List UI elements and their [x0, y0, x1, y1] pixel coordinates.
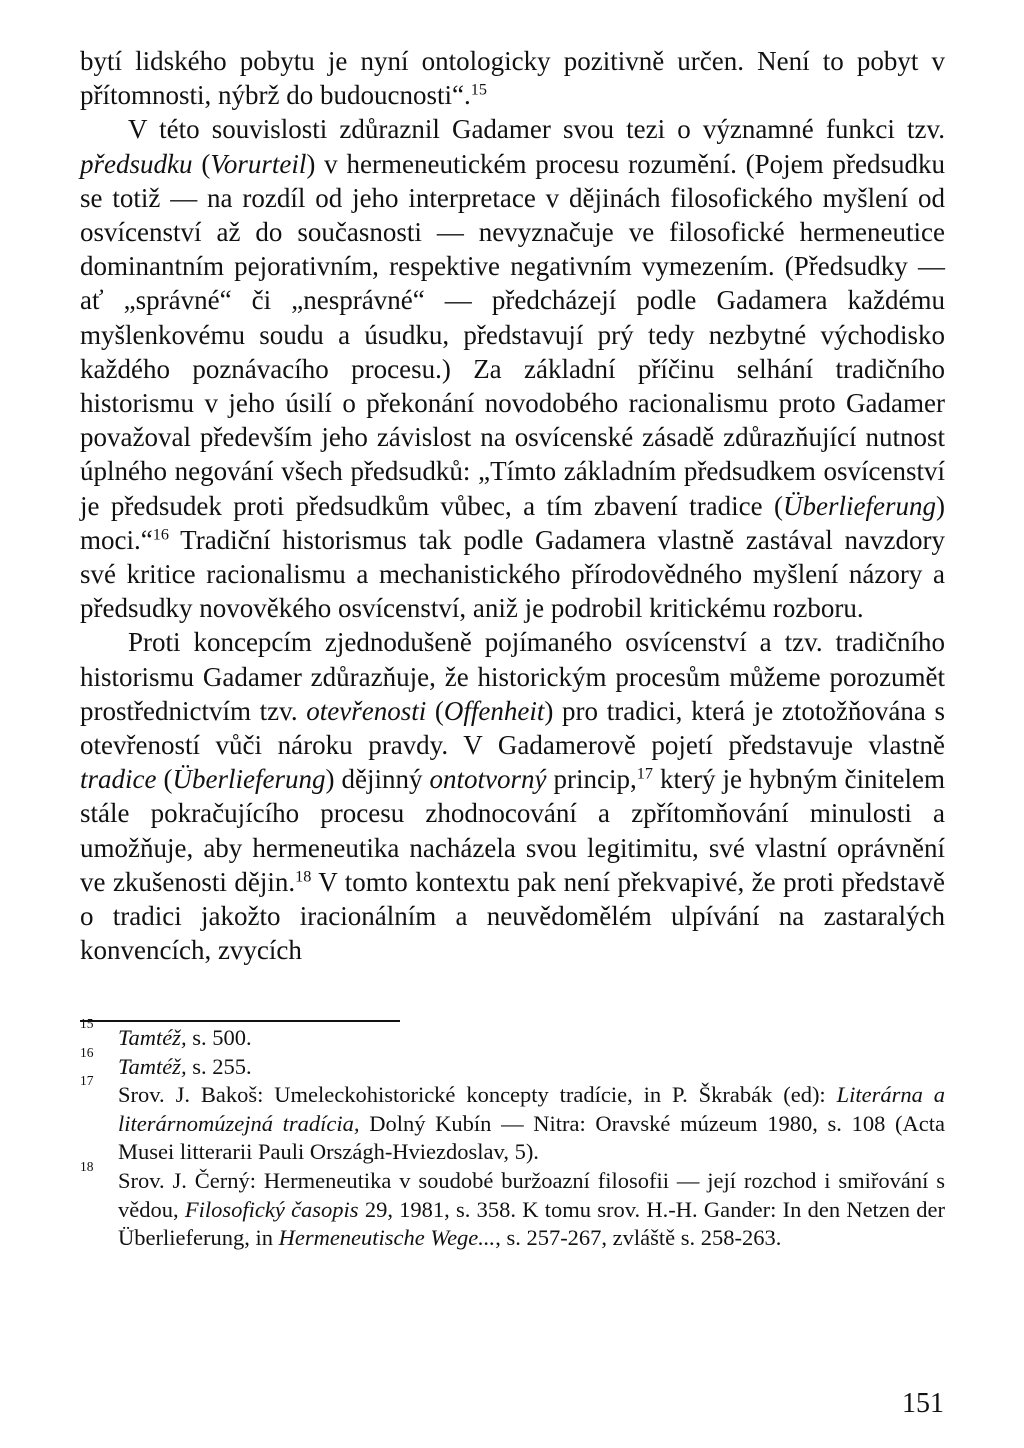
term-italic: tradice: [80, 764, 157, 795]
main-text: [80, 44, 945, 967]
term-italic: Überlieferung: [172, 764, 326, 795]
paragraph-1: [80, 44, 945, 112]
footnote-number: 16: [80, 1044, 94, 1060]
text-run: ) moci.“: [80, 490, 945, 555]
paragraph-2: [80, 112, 945, 625]
term-italic: otevřenosti: [306, 695, 427, 726]
term-italic: Hermeneutische Wege...: [278, 1225, 496, 1251]
footnote-number: 15: [80, 1016, 94, 1031]
text-run: s. 500.: [186, 1025, 252, 1050]
text-run: 29, 1981, s. 358. K tomu srov. H.-H. Gander: In den Netzen der Überlieferung, in: [118, 1196, 946, 1251]
text-run: ) pro tradici, která je ztotožňována s otevřeností vůči nároku pravdy. V Gadamerově pojetí představuje vlastně: [80, 695, 945, 761]
term-italic: ontotvorný: [429, 764, 547, 795]
footnote-text: [118, 1081, 945, 1167]
footnote-number: 17: [80, 1073, 94, 1089]
term-italic: Überlieferung: [783, 490, 936, 521]
term-italic: Vorurteil: [210, 148, 307, 179]
text-run: , s. 257-267, zvláště s. 258-263.: [495, 1225, 782, 1251]
footnote-ref-17[interactable]: 17: [636, 764, 653, 783]
footnote-text: [118, 1167, 945, 1253]
text-run: (: [156, 764, 173, 795]
text-run: V tomto kontextu pak není překvapivé, že proti představě o tradici jakožto iracionálním a neuvědomělém ulpívání na zastaralých konvencích, zvycích: [80, 866, 945, 966]
footnote-18: [80, 1158, 946, 1253]
footnote-16: [80, 1044, 945, 1082]
footnote-number: 18: [80, 1158, 94, 1174]
footnote-17: [80, 1073, 945, 1167]
footnote-ref-18[interactable]: 18: [295, 867, 312, 886]
text-run: Tradiční historismus tak podle Gadamera vlastně zastával navzdory své kritice racionalismu a mechanistického přírodovědného myšlení názory a předsudky novověkého osvícenství, aniž je podrobil kritickému rozboru.: [80, 524, 945, 624]
text-run: (: [192, 148, 211, 179]
paragraph-3: [80, 625, 945, 967]
text-run: Dolný Kubín — Nitra: Oravské múzeum 1980, s. 108 (Acta Musei litterarii Pauli Országh-Hviezdoslav, 5).: [118, 1110, 945, 1165]
term-italic: Tamtéž,: [118, 1025, 187, 1050]
text-run: s. 255.: [186, 1053, 252, 1079]
text-run: bytí lidského pobytu je nyní ontologicky pozitivně určen. Není to pobyt v přítomnosti, nýbrž do budoucnosti“.: [80, 46, 945, 111]
footnotes: [80, 1016, 946, 1253]
footnote-ref-16[interactable]: 16: [152, 525, 169, 544]
term-italic: Filosofický časopis: [184, 1196, 359, 1222]
footnote-text: [118, 1024, 945, 1053]
text-run: princip,: [546, 764, 637, 795]
text-run: Proti koncepcím zjednodušeně pojímaného osvícenství a tzv. tradičního historismu Gadamer zdůrazňuje, že historickým procesům můžeme porozumět prostřednictvím tzv.: [80, 627, 945, 726]
footnote-text: [118, 1053, 945, 1082]
footnote-divider: [80, 1020, 400, 1022]
text-run: ) v hermeneutickém procesu rozumění. (Pojem předsudku se totiž — na rozdíl od jeho interpretace v dějinách filosofického myšlení od osvícenství až do současnosti — nevyznačuje ve filosofické hermeneutice dominantním pejorativním, respektive negativním vymezením. (Předsudky — ať „správné“ či „nesprávné“ — předcházejí podle Gadamera každému myšlenkovému soudu a úsudku, představují prý tedy nezbytné východisko každého poznávacího procesu.) Za základní příčinu selhání tradičního historismu v jeho úsilí o překonání novodobého racionalismu proto Gadamer považoval především jeho závislost na osvícenské zásadě zdůrazňující nutnost úplného negování všech předsudků: „Tímto základním předsudkem osvícenství je předsudek proti předsudkům vůbec, a tím zbavení tradice (: [80, 148, 945, 521]
term-italic: Literárna a literárnomúzejná tradícia,: [118, 1082, 945, 1136]
text-run: (: [426, 695, 444, 726]
text-run: V této souvislosti zdůraznil Gadamer svou tezi o významné funkci tzv.: [128, 114, 945, 145]
term-italic: předsudku: [80, 148, 193, 179]
text-run: Srov. J. Černý: Hermeneutika v soudobé buržoazní filosofii — její rozchod i smiřování s vědou,: [118, 1167, 945, 1222]
term-italic: Tamtéž,: [118, 1053, 187, 1079]
footnote-ref-15[interactable]: 15: [470, 80, 487, 99]
page-number: 151: [902, 1388, 944, 1419]
term-italic: Offenheit: [443, 695, 545, 726]
text-run: který je hybným činitelem stále pokračujícího procesu zhodnocování a zpřítomňování minulosti a umožňuje, aby hermeneutika nacházela svou legitimitu, své vlastní oprávnění ve zkušenosti dějin.: [80, 764, 945, 897]
text-run: ) dějinný: [325, 764, 430, 795]
text-run: Srov. J. Bakoš: Umeleckohistorické koncepty tradície, in P. Škrabák (ed):: [118, 1082, 837, 1108]
footnote-15: [80, 1016, 945, 1053]
